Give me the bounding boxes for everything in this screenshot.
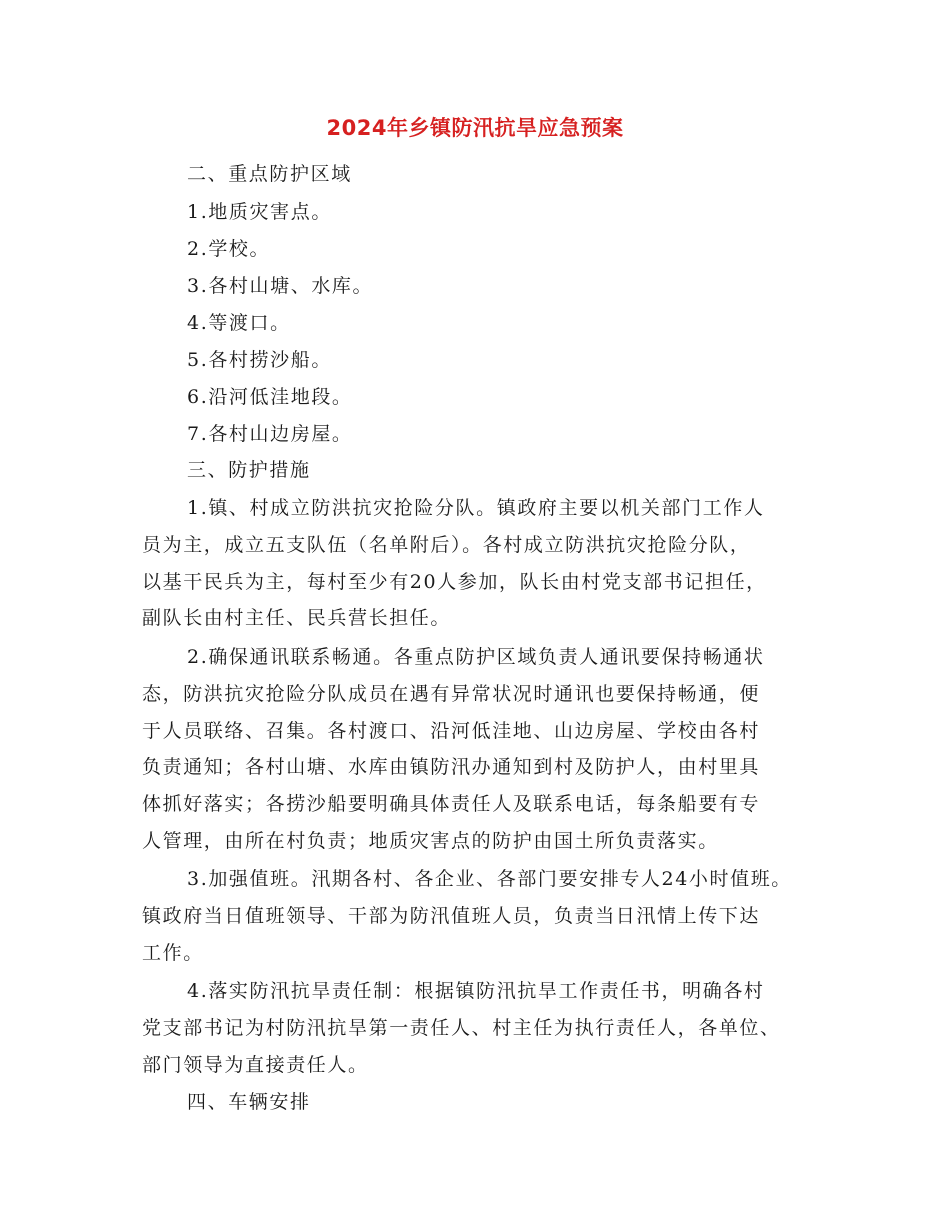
list-item: 4.等渡口。 <box>187 312 291 334</box>
list-item: 2.学校。 <box>187 238 271 260</box>
section-heading-key-areas: 二、重点防护区域 <box>187 163 352 185</box>
list-item: 5.各村捞沙船。 <box>187 349 332 371</box>
paragraph-line: 1.镇、村成立防洪抗灾抢险分队。镇政府主要以机关部门工作人 <box>187 497 765 519</box>
paragraph-line: 3.加强值班。汛期各村、各企业、各部门要安排专人24小时值班。 <box>187 868 792 890</box>
paragraph-line: 于人员联络、召集。各村渡口、沿河低洼地、山边房屋、学校由各村 <box>142 720 761 742</box>
paragraph-line: 4.落实防汛抗旱责任制：根据镇防汛抗旱工作责任书，明确各村 <box>187 980 765 1002</box>
paragraph-line: 副队长由村主任、民兵营长担任。 <box>142 607 452 629</box>
list-item: 6.沿河低洼地段。 <box>187 386 353 408</box>
list-item: 7.各村山边房屋。 <box>187 423 353 445</box>
list-item: 3.各村山塘、水库。 <box>187 275 374 297</box>
paragraph-line: 党支部书记为村防汛抗旱第一责任人、村主任为执行责任人，各单位、 <box>142 1017 781 1039</box>
paragraph-line: 负责通知；各村山塘、水库由镇防汛办通知到村及防护人，由村里具 <box>142 756 761 778</box>
paragraph-line: 以基干民兵为主，每村至少有20人参加，队长由村党支部书记担任， <box>142 571 767 593</box>
list-item: 1.地质灾害点。 <box>187 201 332 223</box>
paragraph-line: 工作。 <box>142 942 204 964</box>
section-heading-vehicles: 四、车辆安排 <box>187 1091 311 1113</box>
paragraph-line: 员为主，成立五支队伍（名单附后）。各村成立防洪抗灾抢险分队， <box>142 534 751 556</box>
document-title: 2024年乡镇防汛抗旱应急预案 <box>326 116 624 140</box>
paragraph-line: 态，防洪抗灾抢险分队成员在遇有异常状况时通讯也要保持畅通，便 <box>142 683 761 705</box>
section-heading-measures: 三、防护措施 <box>187 459 311 481</box>
paragraph-line: 体抓好落实；各捞沙船要明确具体责任人及联系电话，每条船要有专 <box>142 793 761 815</box>
paragraph-line: 2.确保通讯联系畅通。各重点防护区域负责人通讯要保持畅通状 <box>187 646 765 668</box>
paragraph-line: 人管理，由所在村负责；地质灾害点的防护由国土所负责落实。 <box>142 830 719 852</box>
paragraph-line: 部门领导为直接责任人。 <box>142 1054 369 1076</box>
paragraph-line: 镇政府当日值班领导、干部为防汛值班人员，负责当日汛情上传下达 <box>142 905 761 927</box>
